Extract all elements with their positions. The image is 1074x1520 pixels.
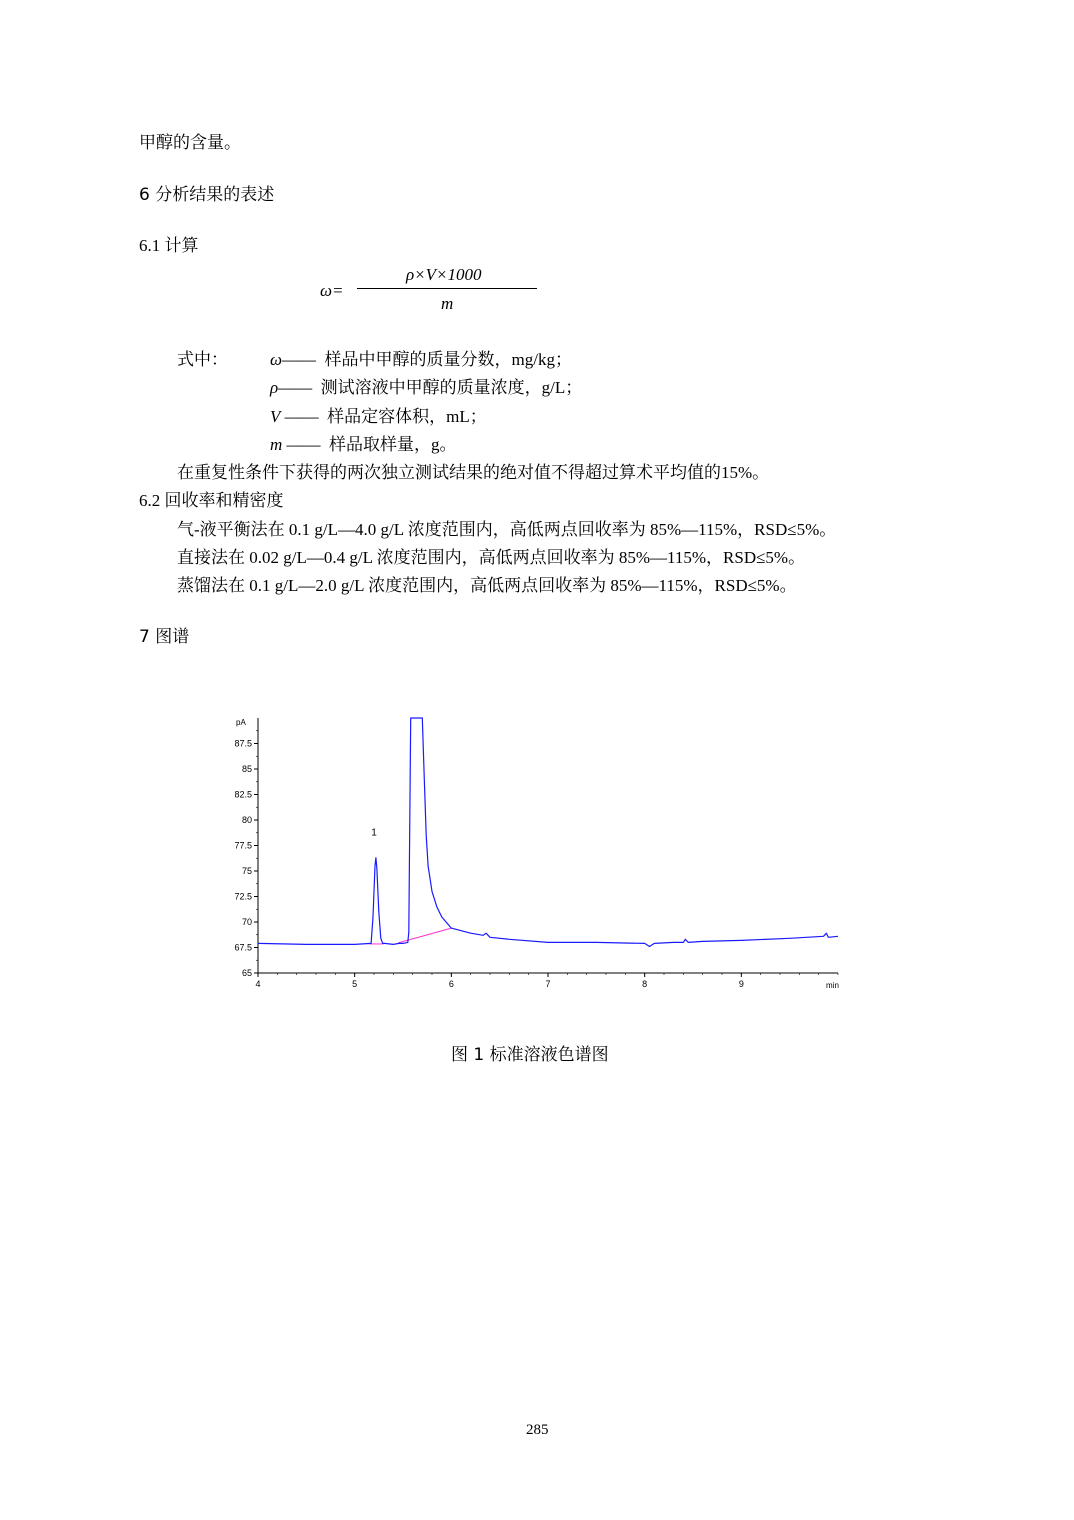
y-tick-label: 85 [241, 764, 252, 774]
definition-dash: —— [278, 378, 313, 397]
x-unit-label: min [826, 981, 839, 990]
where-label: 式中： [177, 350, 228, 369]
definition-row [270, 407, 487, 427]
y-tick-label: 70 [241, 917, 252, 927]
y-tick-label: 75 [241, 866, 252, 876]
section-6-heading: 6 分析结果的表述 [139, 185, 275, 205]
recovery-line-1: 气-液平衡法在 0.1 g/L—4.0 g/L 浓度范围内，高低两点回收率为 85%—115%，RSD≤5%。 [177, 520, 837, 539]
definition-symbol: V [270, 407, 281, 426]
chromatogram-trace [258, 718, 838, 947]
y-tick-label: 80 [241, 815, 252, 825]
formula-lhs: ω= [320, 281, 344, 300]
x-tick-label: 8 [642, 979, 648, 989]
integration-baseline [398, 928, 451, 943]
section-7-heading: 7 图谱 [139, 627, 190, 647]
section-6-1-heading: 6.1 计算 [139, 236, 199, 255]
y-unit-label: pA [236, 718, 246, 727]
fraction-bar [357, 288, 537, 289]
definition-symbol: ρ [270, 378, 279, 397]
definition-text: 样品取样量，g。 [329, 435, 457, 454]
y-tick-label: 77.5 [234, 840, 252, 851]
repeatability-note: 在重复性条件下获得的两次独立测试结果的绝对值不得超过算术平均值的15%。 [177, 463, 770, 482]
definition-symbol: m [270, 435, 283, 454]
figure-caption: 图 1 标准溶液色谱图 [451, 1045, 609, 1065]
recovery-line-2: 直接法在 0.02 g/L—0.4 g/L 浓度范围内，高低两点回收率为 85%—115%，RSD≤5%。 [177, 548, 806, 567]
continued-text: 甲醇的含量。 [139, 133, 241, 152]
recovery-line-3: 蒸馏法在 0.1 g/L—2.0 g/L 浓度范围内，高低两点回收率为 85%—115%，RSD≤5%。 [177, 576, 797, 595]
x-tick-label: 5 [352, 979, 358, 989]
y-tick-label: 82.5 [234, 789, 252, 800]
definition-row [270, 350, 572, 370]
x-tick-label: 9 [738, 979, 744, 989]
formula-numerator: ρ×V×1000 [406, 265, 482, 284]
y-tick-label: 87.5 [234, 738, 252, 749]
definition-symbol: ω [270, 350, 283, 369]
section-6-2-heading: 6.2 回收率和精密度 [139, 491, 284, 510]
y-tick-label: 67.5 [234, 942, 252, 953]
definition-text: 样品定容体积，mL； [327, 407, 487, 426]
definition-dash: —— [286, 435, 321, 454]
x-tick-label: 6 [448, 979, 454, 989]
definition-dash: —— [284, 407, 319, 426]
definition-dash: —— [282, 350, 317, 369]
definition-text: 样品中甲醇的质量分数，mg/kg； [324, 350, 572, 369]
definition-text: 测试溶液中甲醇的质量浓度，g/L； [320, 378, 583, 397]
definition-row [270, 378, 582, 398]
y-tick-label: 72.5 [234, 891, 252, 902]
chromatogram-chart [200, 708, 860, 998]
y-tick-label: 65 [241, 968, 252, 978]
formula-denominator: m [441, 294, 454, 313]
x-tick-label: 7 [545, 979, 551, 989]
peak-label: 1 [371, 827, 377, 839]
x-tick-label: 4 [255, 979, 261, 989]
definition-row [270, 435, 457, 455]
page-number: 285 [526, 1422, 549, 1438]
